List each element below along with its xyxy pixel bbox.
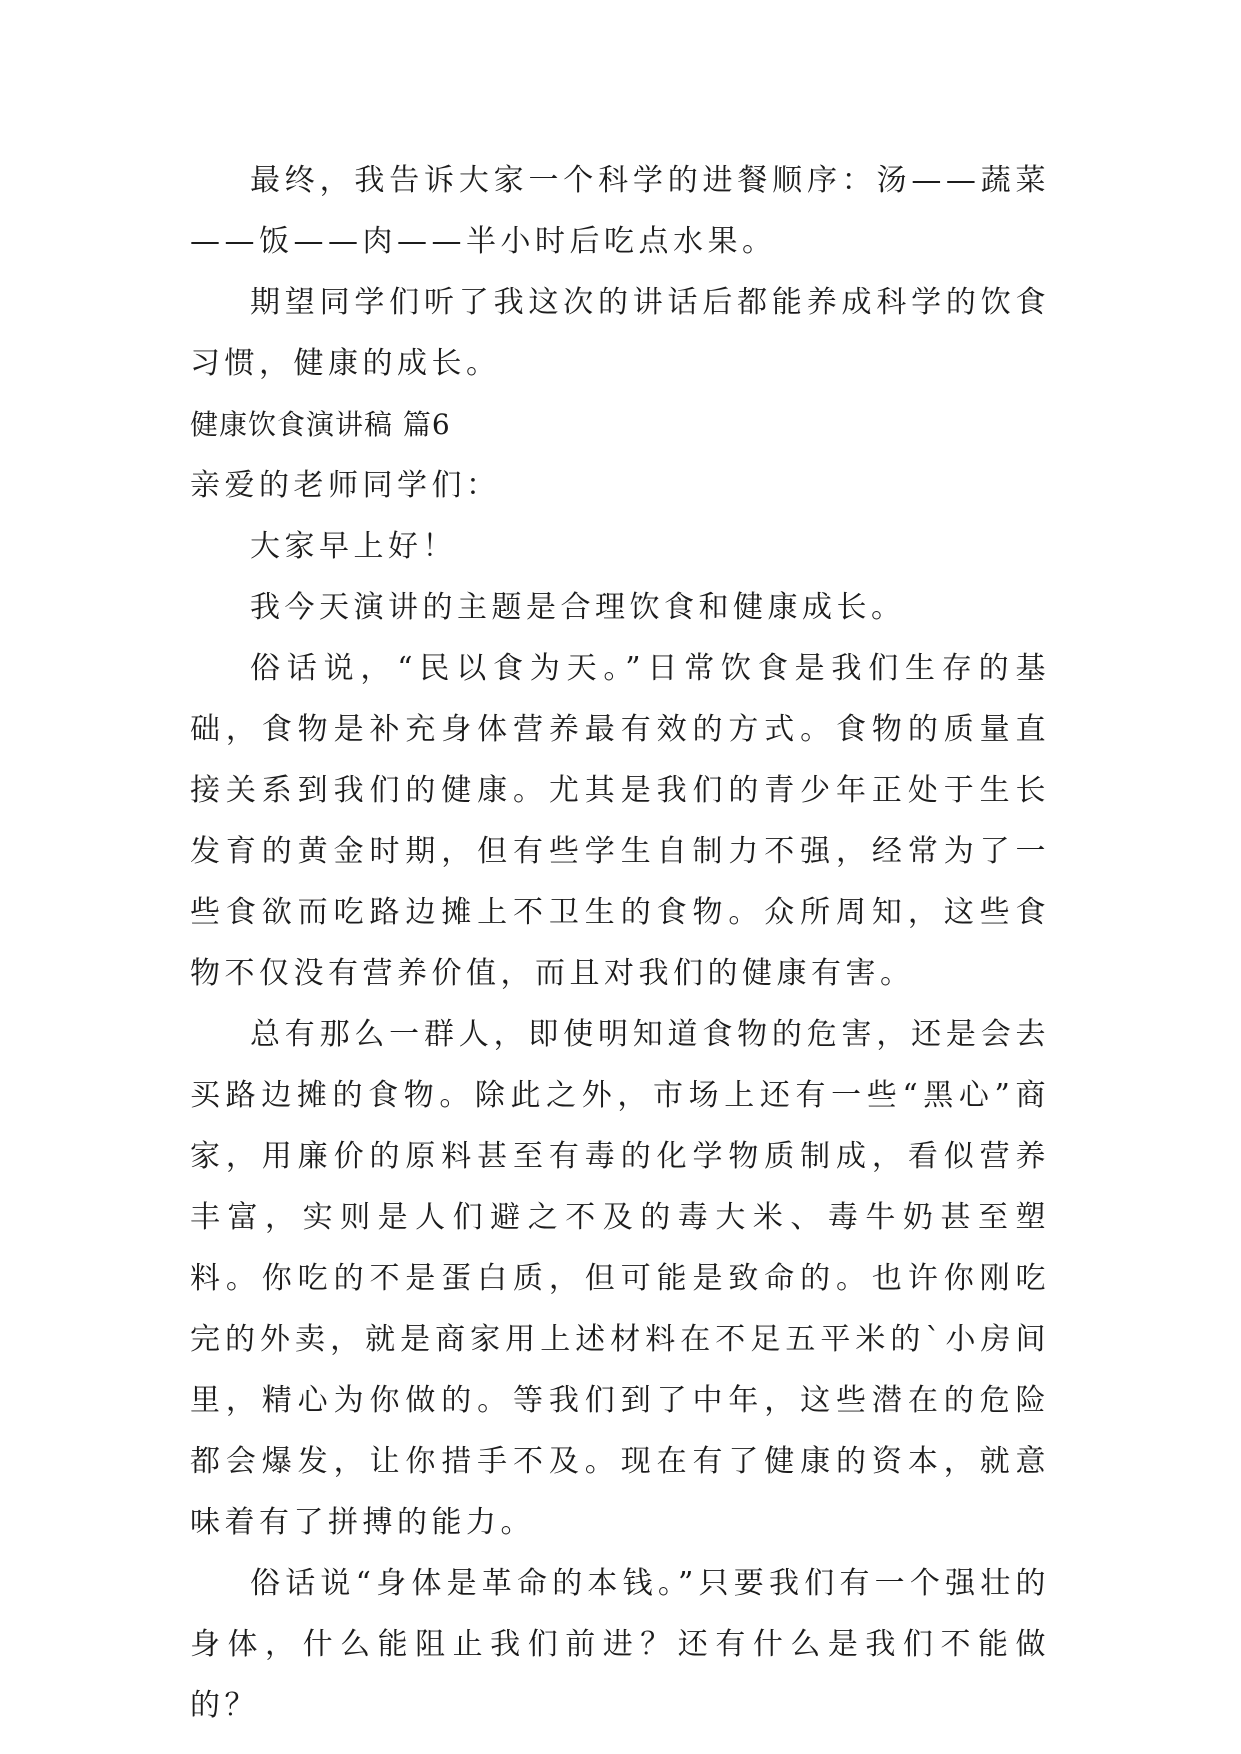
paragraph-street-food: 总有那么一群人，即使明知道食物的危害，还是会去买路边摊的食物。除此之外，市场上还有一些“黑心”商家，用廉价的原料甚至有毒的化学物质制成，看似营养丰富，实则是人们避之不及的毒大米、毒牛奶甚至塑料。你吃的不是蛋白质，但可能是致命的。也许你刚吃完的外卖，就是商家用上述材料在不足五平米的`小房间里，精心为你做的。等我们到了中年，这些潜在的危险都会爆发，让你措手不及。现在有了健康的资本，就意味着有了拼搏的能力。 [190,1017,1050,1540]
section-heading: 健康饮食演讲稿 篇6 [190,408,451,441]
salutation: 亲爱的老师同学们： [190,468,501,503]
paragraph-closing-wish: 期望同学们听了我这次的讲话后都能养成科学的饮食习惯，健康的成长。 [190,285,1050,381]
paragraph-eating-order: 最终，我告诉大家一个科学的进餐顺序：汤——蔬菜——饭——肉——半小时后吃点水果。 [190,163,1050,259]
paragraph-food-basis: 俗话说，“民以食为天。”日常饮食是我们生存的基础，食物是补充身体营养最有效的方式。食物的质量直接关系到我们的健康。尤其是我们的青少年正处于生长发育的黄金时期，但有些学生自制力不强，经常为了一些食欲而吃路边摊上不卫生的食物。众所周知，这些食物不仅没有营养价值，而且对我们的健康有害。 [190,651,1050,991]
paragraph-greeting: 大家早上好！ [250,529,457,564]
paragraph-topic: 我今天演讲的主题是合理饮食和健康成长。 [250,590,906,625]
document-body [190,150,1050,1736]
paragraph-body-capital: 俗话说“身体是革命的本钱。”只要我们有一个强壮的身体，什么能阻止我们前进？还有什么是我们不能做的？ [190,1566,1050,1723]
